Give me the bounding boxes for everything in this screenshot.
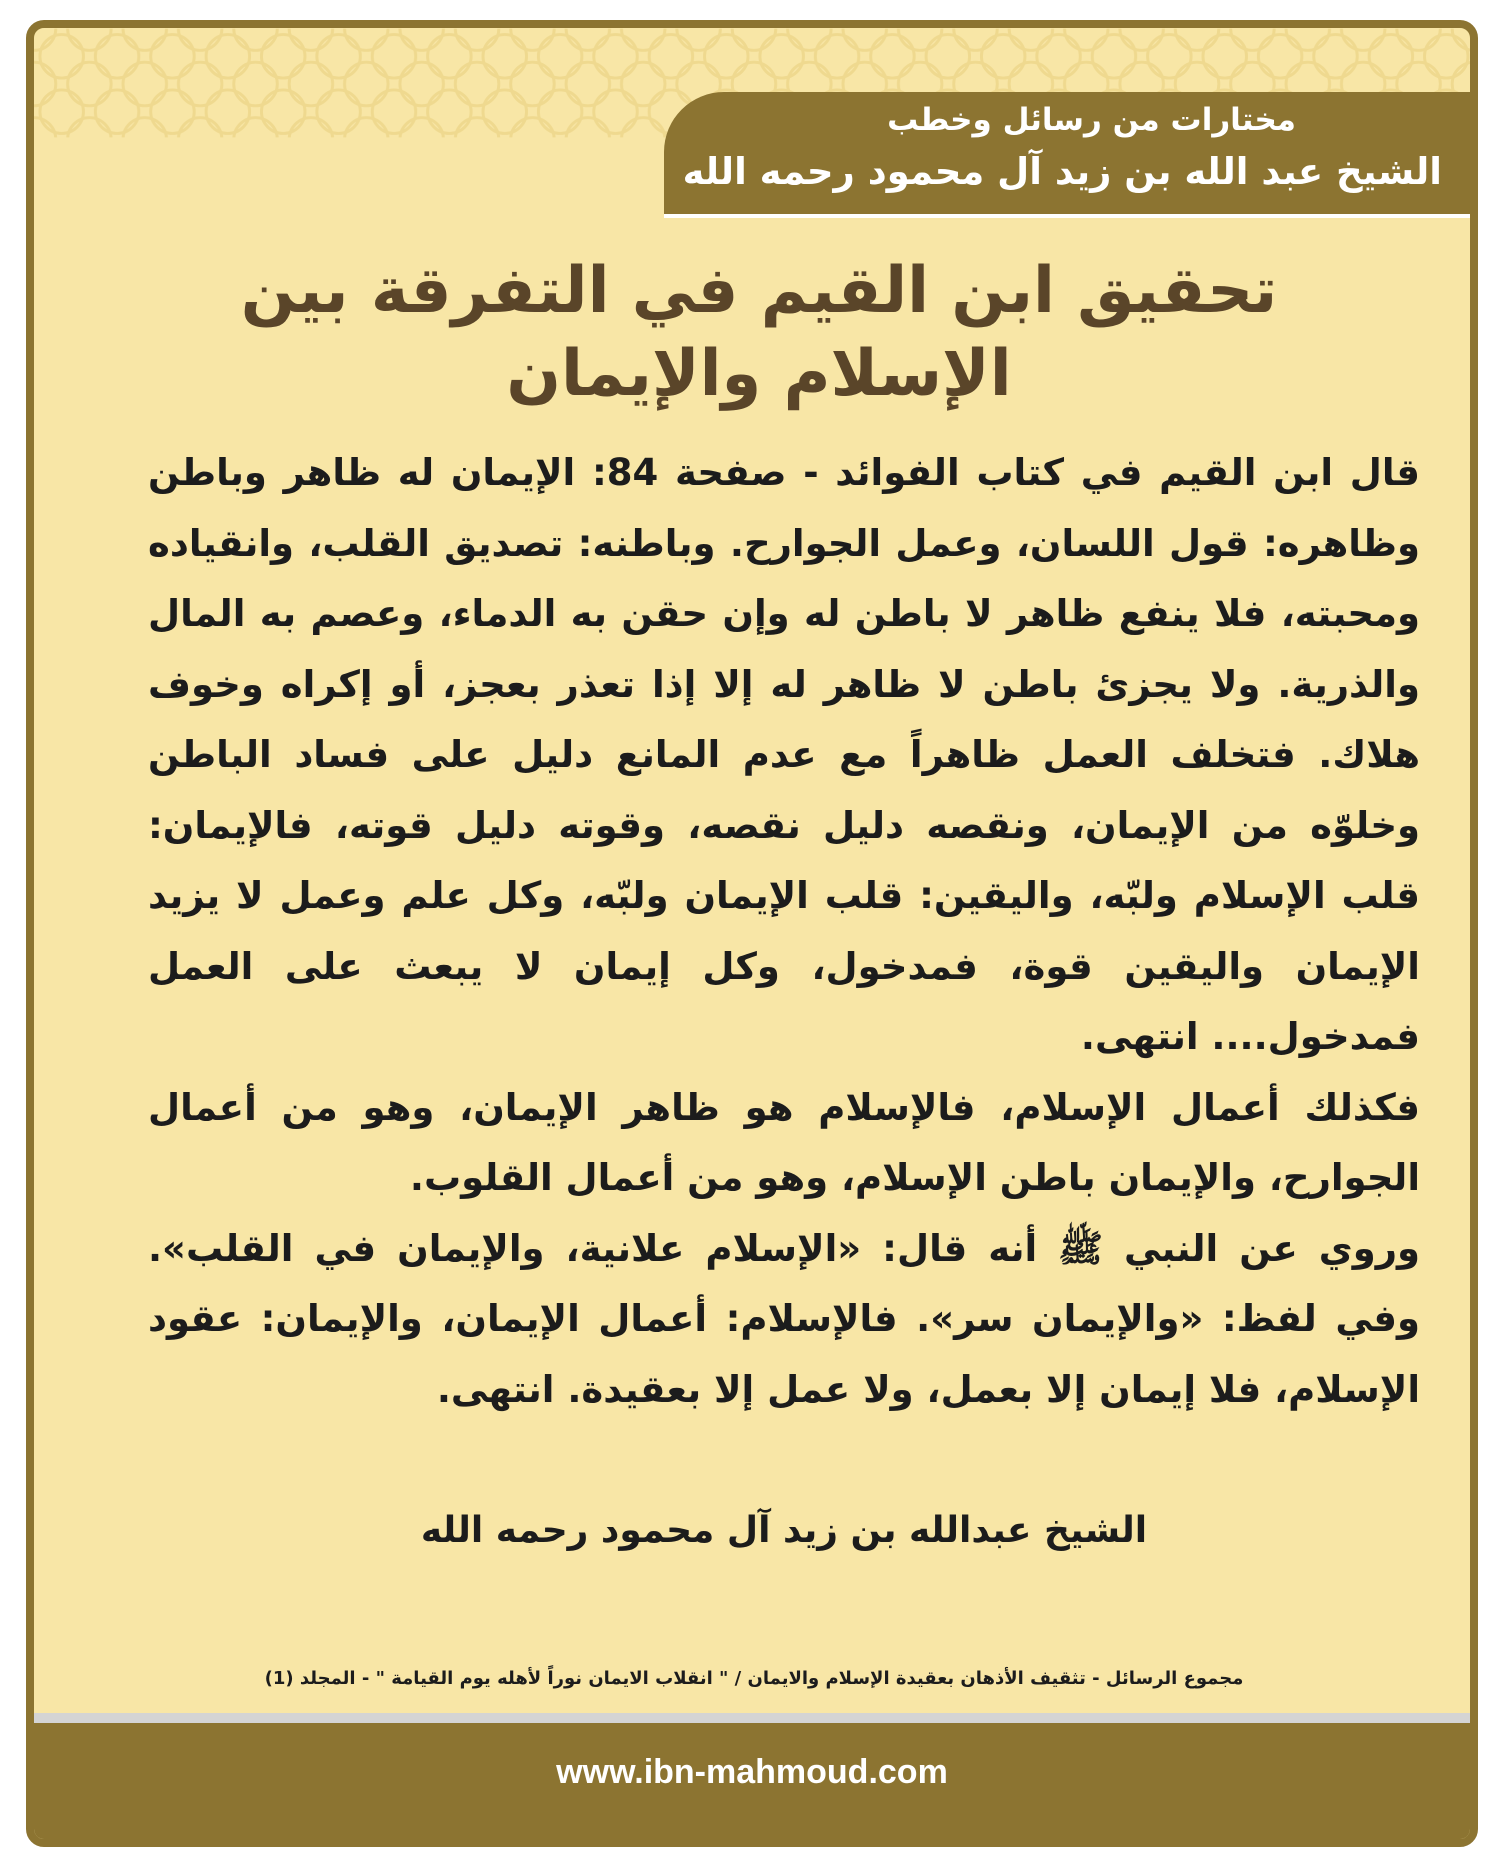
author-heading: الشيخ عبد الله بن زيد آل محمود رحمه الله [682,150,1442,193]
website-link[interactable]: www.ibn-mahmoud.com [556,1753,948,1791]
article-card [26,20,1478,1847]
source-citation: مجموع الرسائل - تثقيف الأذهان بعقيدة الإسلام والايمان / " انقلاب الايمان نوراً لأهله يوم القيامة " - المجلد (1) [264,1668,1244,1689]
series-title: مختارات من رسائل وخطب [887,102,1296,138]
footer-banner [34,1713,1470,1839]
article-paragraph: فكذلك أعمال الإسلام، فالإسلام هو ظاهر الإيمان، وهو من أعمال الجوارح، والإيمان باطن الإسلام، وهو من أعمال القلوب. [148,1085,1420,1199]
article-paragraph: وروي عن النبي ﷺ أنه قال: «الإسلام علانية، والإيمان في القلب». وفي لفظ: «والإيمان سر». فالإسلام: أعمال الإيمان، والإيمان: عقود الإسلام، فلا إيمان إلا بعمل، ولا عمل إلا بعقيدة. انتهى. [148,1226,1420,1411]
page-title: تحقيق ابن القيم في التفرقة بين الإسلام والإيمان [240,254,1278,411]
author-signature: الشيخ عبدالله بن زيد آل محمود رحمه الله [420,1510,1148,1551]
article-paragraph: قال ابن القيم في كتاب الفوائد - صفحة 84: الإيمان له ظاهر وباطن وظاهره: قول اللسان، وعمل الجوارح. وباطنه: تصديق القلب، وانقياده ومحبته، فلا ينفع ظاهر لا باطن له وإن حقن به الدماء، وعصم به المال والذرية. ولا يجزئ باطن لا ظاهر له إلا إذا تعذر بعجز، أو إكراه وخوف هلاك. فتخلف العمل ظاهراً مع عدم المانع دليل على فساد الباطن وخلوّه من الإيمان، ونقصه دليل نقصه، وقوته دليل قوته، فالإيمان: قلب الإسلام ولبّه، واليقين: قلب الإيمان ولبّه، وكل علم وعمل لا يزيد الإيمان واليقين قوة، فمدخول، وكل إيمان لا يبعث على العمل فمدخول.... انتهى. [148,451,1420,1058]
article-body [148,438,1420,1425]
header-banner [664,92,1470,218]
